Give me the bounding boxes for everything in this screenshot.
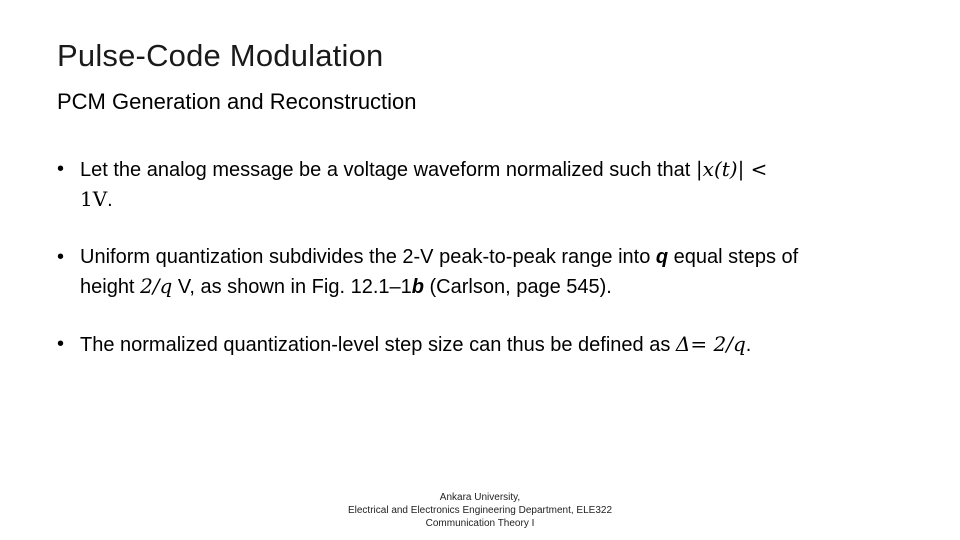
slide-subtitle: PCM Generation and Reconstruction [57,89,417,114]
var-q: q [655,246,669,268]
bullet-text-end: . [745,334,752,356]
bullet-text: The normalized quantization-level step size can thus be defined as [80,334,676,356]
math-delta-definition: Δ= 2/q [675,332,746,356]
bullet-text: (Carlson, page 545). [423,276,612,298]
math-step-height: 2/q [140,274,173,298]
slide-title: Pulse-Code Modulation [57,38,384,73]
footer-course: Communication Theory I [425,518,535,529]
bullet-text: V, as shown in Fig. 12.1–1 [172,276,412,298]
bullet-text: equal steps of height [80,246,799,298]
bullet-text: Uniform quantization subdivides the 2-V peak-to-peak range into [80,246,656,268]
math-one-volt: 1V [80,187,108,211]
bullet-item-uniform-quantization [57,243,847,302]
math-abs-x-less-than: |x(t)| < [695,157,768,181]
bullet-item-normalization [57,155,847,215]
var-b: b [411,276,424,298]
bullet-list [57,155,847,388]
bullet-item-step-size [57,330,847,360]
footer-university: Ankara University, [439,492,521,503]
bullet-text-end: . [107,189,113,211]
slide-footer [0,491,960,530]
bullet-text: Let the analog message be a voltage waveform normalized such that [80,159,696,181]
footer-department: Electrical and Electronics Engineering Department, ELE322 [347,505,613,516]
